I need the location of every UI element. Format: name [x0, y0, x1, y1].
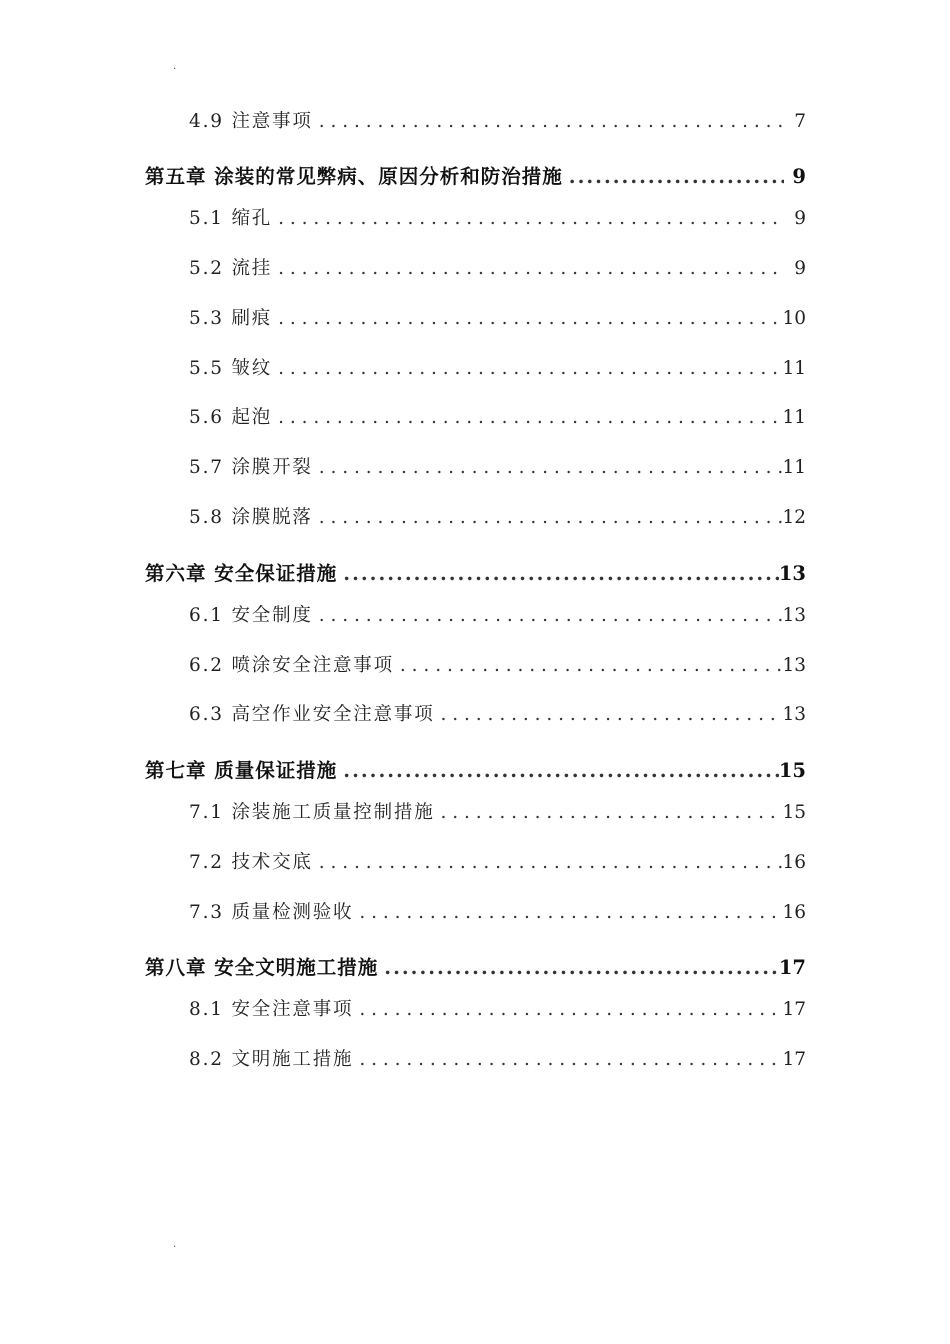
toc-entry-page: 16 [782, 852, 806, 873]
toc-chapter-page: 13 [778, 562, 806, 585]
dot-leader [272, 354, 782, 384]
dot-leader [313, 453, 783, 483]
toc-chapter-page: 15 [778, 759, 806, 782]
toc-chapter-label: 第七章 质量保证措施 [145, 759, 338, 782]
toc-chapter-label: 第五章 涂装的常见弊病、原因分析和防治措施 [145, 165, 563, 188]
toc-entry[interactable] [189, 403, 806, 433]
toc-entry[interactable] [189, 995, 806, 1025]
dot-leader [313, 848, 783, 878]
toc-entry[interactable] [189, 848, 806, 878]
dot-leader [353, 1045, 782, 1075]
toc-entry-label: 5.8 涂膜脱落 [189, 507, 313, 528]
toc-entry[interactable] [189, 254, 806, 284]
dot-leader [337, 756, 779, 786]
toc-chapter-page: 9 [792, 165, 806, 188]
toc-entry-label: 8.2 文明施工措施 [189, 1049, 354, 1070]
toc-entry-page: 13 [782, 655, 806, 676]
toc-entry[interactable] [189, 354, 806, 384]
dot-leader [272, 304, 782, 334]
toc-entry-page: 11 [782, 358, 806, 379]
toc-chapter[interactable] [145, 953, 806, 983]
dot-leader [313, 503, 783, 533]
toc-entry-label: 6.1 安全制度 [189, 605, 313, 626]
toc-entry[interactable] [189, 453, 806, 483]
toc-entry-label: 4.9 注意事项 [189, 111, 313, 132]
dot-leader [435, 700, 783, 730]
toc-entry-label: 8.1 安全注意事项 [189, 999, 354, 1020]
toc-entry-page: 10 [782, 308, 806, 329]
dot-leader [563, 162, 784, 192]
dot-leader [353, 995, 782, 1025]
dot-leader [272, 204, 784, 234]
toc-entry[interactable] [189, 503, 806, 533]
toc-chapter-label: 第八章 安全文明施工措施 [145, 956, 379, 979]
toc-entry-page: 7 [794, 111, 806, 132]
toc-entry-page: 13 [782, 605, 806, 626]
toc-entry-label: 5.6 起泡 [189, 407, 273, 428]
page-mark-bottom: . [173, 1239, 177, 1250]
toc-entry-page: 13 [782, 704, 806, 725]
dot-leader [313, 601, 783, 631]
toc-entry-page: 17 [782, 999, 806, 1020]
toc-entry-label: 7.2 技术交底 [189, 852, 313, 873]
toc-chapter[interactable] [145, 559, 806, 589]
toc-entry[interactable] [189, 798, 806, 828]
toc-entry-page: 16 [782, 902, 806, 923]
toc-entry[interactable] [189, 601, 806, 631]
toc-entry-page: 12 [782, 507, 806, 528]
toc-chapter-label: 第六章 安全保证措施 [145, 562, 338, 585]
toc-entry[interactable] [189, 107, 806, 137]
dot-leader [353, 898, 782, 928]
toc-entry-page: 9 [794, 258, 806, 279]
dot-leader [378, 953, 779, 983]
toc-entry[interactable] [189, 1045, 806, 1075]
toc-entry-label: 6.2 喷涂安全注意事项 [189, 655, 394, 676]
toc-chapter[interactable] [145, 756, 806, 786]
dot-leader [313, 107, 784, 137]
toc-entry-label: 5.5 皱纹 [189, 358, 273, 379]
toc-entry-label: 7.3 质量检测验收 [189, 902, 354, 923]
toc-entry[interactable] [189, 204, 806, 234]
toc-entry-label: 6.3 高空作业安全注意事项 [189, 704, 435, 725]
page-mark-top: . [173, 61, 177, 72]
toc-entry-label: 5.1 缩孔 [189, 208, 273, 229]
dot-leader [337, 559, 779, 589]
dot-leader [272, 254, 784, 284]
toc-entry-label: 5.2 流挂 [189, 258, 273, 279]
toc-entry-page: 15 [782, 802, 806, 823]
toc-entry[interactable] [189, 898, 806, 928]
dot-leader [272, 403, 782, 433]
toc-entry-page: 9 [794, 208, 806, 229]
dot-leader [435, 798, 783, 828]
toc-entry-label: 5.3 刷痕 [189, 308, 273, 329]
dot-leader [394, 651, 783, 681]
toc-entry-label: 5.7 涂膜开裂 [189, 457, 313, 478]
toc-entry[interactable] [189, 304, 806, 334]
toc-entry-page: 11 [782, 457, 806, 478]
toc-entry-page: 11 [782, 407, 806, 428]
toc-chapter-page: 17 [778, 956, 806, 979]
toc-entry[interactable] [189, 651, 806, 681]
toc-entry-label: 7.1 涂装施工质量控制措施 [189, 802, 435, 823]
toc-entry[interactable] [189, 700, 806, 730]
toc-entry-page: 17 [782, 1049, 806, 1070]
toc-chapter[interactable] [145, 162, 806, 192]
